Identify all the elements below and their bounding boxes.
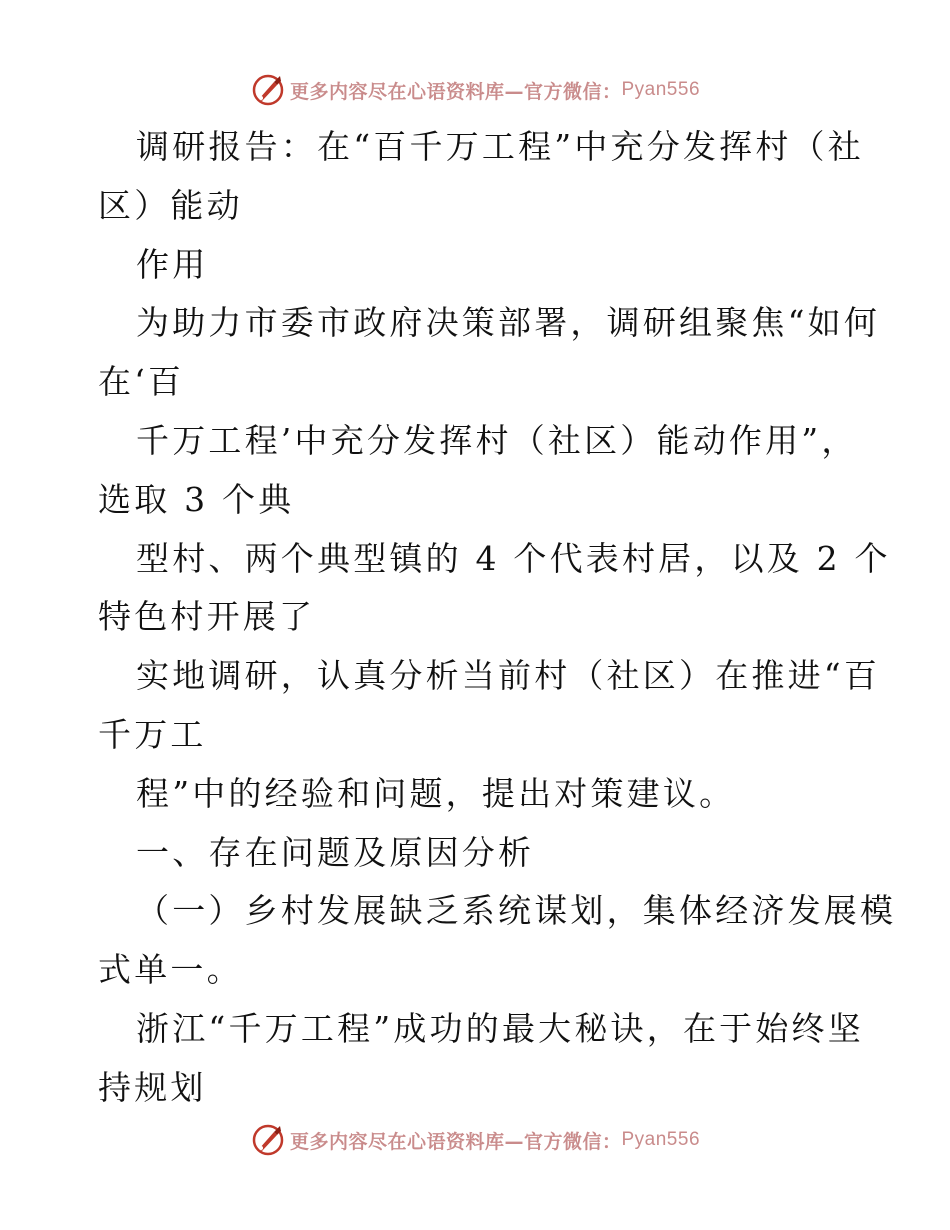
section-heading: 一、存在问题及原因分析 <box>136 832 535 872</box>
header-watermark <box>0 70 950 110</box>
text-line: 选取 3 个典 <box>98 479 295 519</box>
text-line: 实地调研，认真分析当前村（社区）在推进“百 <box>136 656 881 696</box>
footer-watermark <box>0 1120 950 1160</box>
text-line: 式单一。 <box>98 950 243 990</box>
watermark-text: 更多内容尽在心语资料库—官方微信： <box>289 1130 622 1153</box>
text-line: 千万工程’中充分发挥村（社区）能动作用”， <box>136 420 858 460</box>
quill-pen-logo-icon <box>250 72 286 108</box>
text-line: 为助力市委市政府决策部署，调研组聚焦“如何 <box>136 303 881 343</box>
quill-pen-logo-icon <box>250 1122 286 1158</box>
watermark-wechat-id: Pyan556 <box>621 79 701 100</box>
watermark-text: 更多内容尽在心语资料库—官方微信： <box>289 80 622 103</box>
text-line: 程”中的经验和问题，提出对策建议。 <box>136 773 736 813</box>
document-body <box>98 118 897 1118</box>
text-line: 区）能动 <box>98 185 243 225</box>
text-line: 特色村开展了 <box>98 597 316 637</box>
text-line: 持规划 <box>98 1067 207 1107</box>
text-line: 千万工 <box>98 714 207 754</box>
text-line: 调研报告：在“百千万工程”中充分发挥村（社 <box>136 127 864 166</box>
subsection-heading: （一）乡村发展缺乏系统谋划，集体经济发展模 <box>136 891 897 931</box>
text-line: 型村、两个典型镇的 4 个代表村居，以及 2 个 <box>136 538 891 578</box>
text-line: 作用 <box>136 244 209 284</box>
text-line: 在‘百 <box>98 362 185 402</box>
text-line: 浙江“千万工程”成功的最大秘诀，在于始终坚 <box>136 1008 864 1048</box>
watermark-wechat-id: Pyan556 <box>621 1129 701 1150</box>
